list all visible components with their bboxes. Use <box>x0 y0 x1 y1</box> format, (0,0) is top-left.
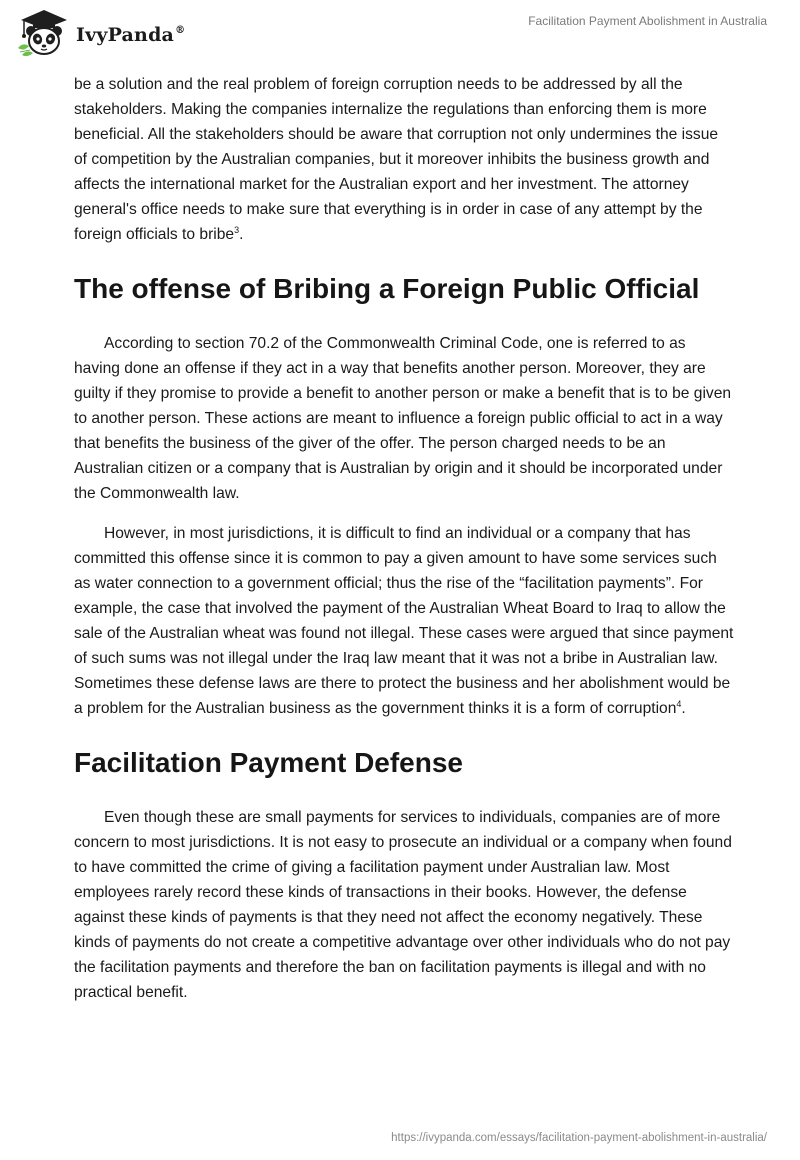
essay-content <box>74 72 734 1020</box>
footnote-ref-4[interactable]: 4 <box>676 699 682 709</box>
section1-paragraph-2 <box>74 521 734 721</box>
intro-paragraph-text: be a solution and the real problem of foreign corruption needs to be addressed by all the stakeholders. Making the companies internalize the regulations than enforcing them is more beneficial. All the stakeholders should be aware that corruption not only undermines the issue of competition by the Australian companies, but it moreover inhibits the business growth and affects the international market for the Australian export and her investment. The attorney general's office needs to make sure that everything is in order in case of any attempt by the foreign officials to bribe <box>74 76 719 243</box>
document-title: Facilitation Payment Abolishment in Australia <box>528 14 767 28</box>
section1-paragraph-2-text: However, in most jurisdictions, it is difficult to find an individual or a company that has committed this offense since it is common to pay a given amount to have some services such as water connection to a government official; thus the rise of the “facilitation payments”. For example, the case that involved the payment of the Australian Wheat Board to Iraq to allow the sale of the Australian wheat was found not illegal. These cases were argued that since payment of such sums was not illegal under the Iraq law meant that it was not a bribe in Australian law. Sometimes these defense laws are there to protect the business and her abolishment would be a problem for the Australian business as the government thinks it is a form of corruption <box>74 525 734 717</box>
intro-paragraph-end: . <box>239 226 244 243</box>
trademark-symbol: ® <box>175 25 186 36</box>
section-heading-facilitation-defense: Facilitation Payment Defense <box>74 747 464 778</box>
section-heading-bribing-offense: The offense of Bribing a Foreign Public Official <box>74 273 700 304</box>
footnote-ref-3[interactable]: 3 <box>234 225 240 235</box>
panda-graduate-icon <box>14 8 74 60</box>
intro-paragraph <box>74 72 734 247</box>
section2-paragraph-1: Even though these are small payments for services to individuals, companies are of more concern to most jurisdictions. It is not easy to prosecute an individual or a company when found to have committed the crime of giving a facilitation payment under Australian law. Most employees rarely record these kinds of transactions in their books. However, the defense against these kinds of payments is that they need not affect the economy negatively. These kinds of payments do not create a competitive advantage over other individuals who do not pay the facilitation payments and therefore the ban on facilitation payments is illegal and with no practical benefit. <box>74 809 732 1001</box>
source-url[interactable]: https://ivypanda.com/essays/facilitation-payment-abolishment-in-australia/ <box>391 1132 767 1144</box>
section1-paragraph-2-end: . <box>681 700 686 717</box>
brand-name <box>76 24 185 46</box>
page-header <box>0 0 800 70</box>
ivypanda-logo[interactable] <box>14 8 185 60</box>
section1-paragraph-1: According to section 70.2 of the Commonwealth Criminal Code, one is referred to as having done an offense if they act in a way that benefits another person. Moreover, they are guilty if they promise to provide a benefit to another person or make a benefit that is to be given to another person. These actions are meant to influence a foreign public official to act in a way that benefits the business of the giver of the offer. The person charged needs to be an Australian citizen or a company that is Australian by origin and it should be incorporated under the Commonwealth law. <box>74 335 732 502</box>
brand-text: IvyPanda <box>76 24 175 46</box>
